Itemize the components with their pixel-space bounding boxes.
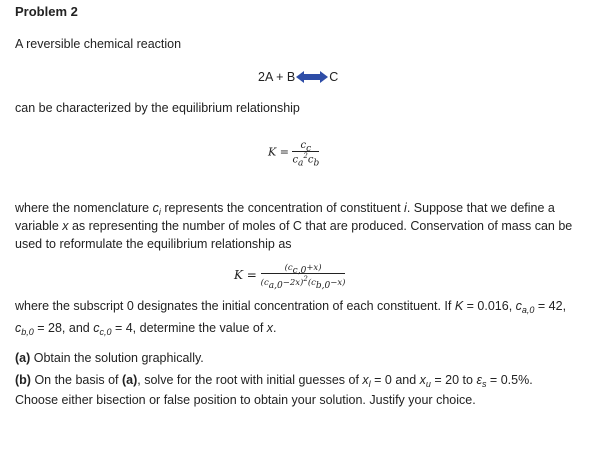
eq2-denominator: $(c_{a,0}-2x)^2(c_{b,0}-x)$ (260, 275, 346, 291)
initial-conditions-paragraph: where the subscript 0 designates the initial concentration of each constituent. If K = 0.016, $c_{a,0} = 42$, $c_{b,0} = 28$, and $c_{c,0} = 4$, determine the value of x. (15, 299, 567, 337)
nomenclature-paragraph: where the nomenclature $c_i$ represents the concentration of constituent i. Suppose that we define a variable x as representing the number of moles of C that are produced. Conservation of mass can be used to reformulate the equilibrium relationship as (15, 201, 573, 251)
reaction-reactants: 2A + B (258, 70, 296, 84)
part-b-instructions: Choose either bisection or false position to obtain your solution. Justify your choice. (15, 393, 476, 407)
equilibrium-intro-text: can be characterized by the equilibrium relationship (15, 101, 300, 115)
eq2-lhs: K = (234, 267, 257, 282)
mass-conservation-equation (234, 263, 346, 291)
problem-title: Problem 2 (15, 4, 78, 19)
eq1-lhs: K = (268, 145, 289, 159)
eq1-numerator: $c_c$ (292, 140, 319, 152)
intro-text: A reversible chemical reaction (15, 37, 182, 51)
equilibrium-equation (268, 140, 320, 169)
double-arrow-icon (296, 71, 328, 83)
reaction-product: C (329, 70, 339, 84)
eq2-numerator: $(c_{c,0}+x)$ (261, 263, 346, 274)
reaction-equation (258, 70, 338, 84)
part-b: (b) On the basis of (a), solve for the root with initial guesses of $x_l = 0$ and $x_u = 20$ to $\varepsilon_s = 0.5\%$. (15, 373, 533, 389)
eq1-fraction (292, 140, 320, 169)
eq2-fraction (260, 263, 346, 291)
eq1-denominator: $c_a^2c_b$ (292, 152, 320, 169)
part-a: (a) Obtain the solution graphically. (15, 351, 204, 365)
